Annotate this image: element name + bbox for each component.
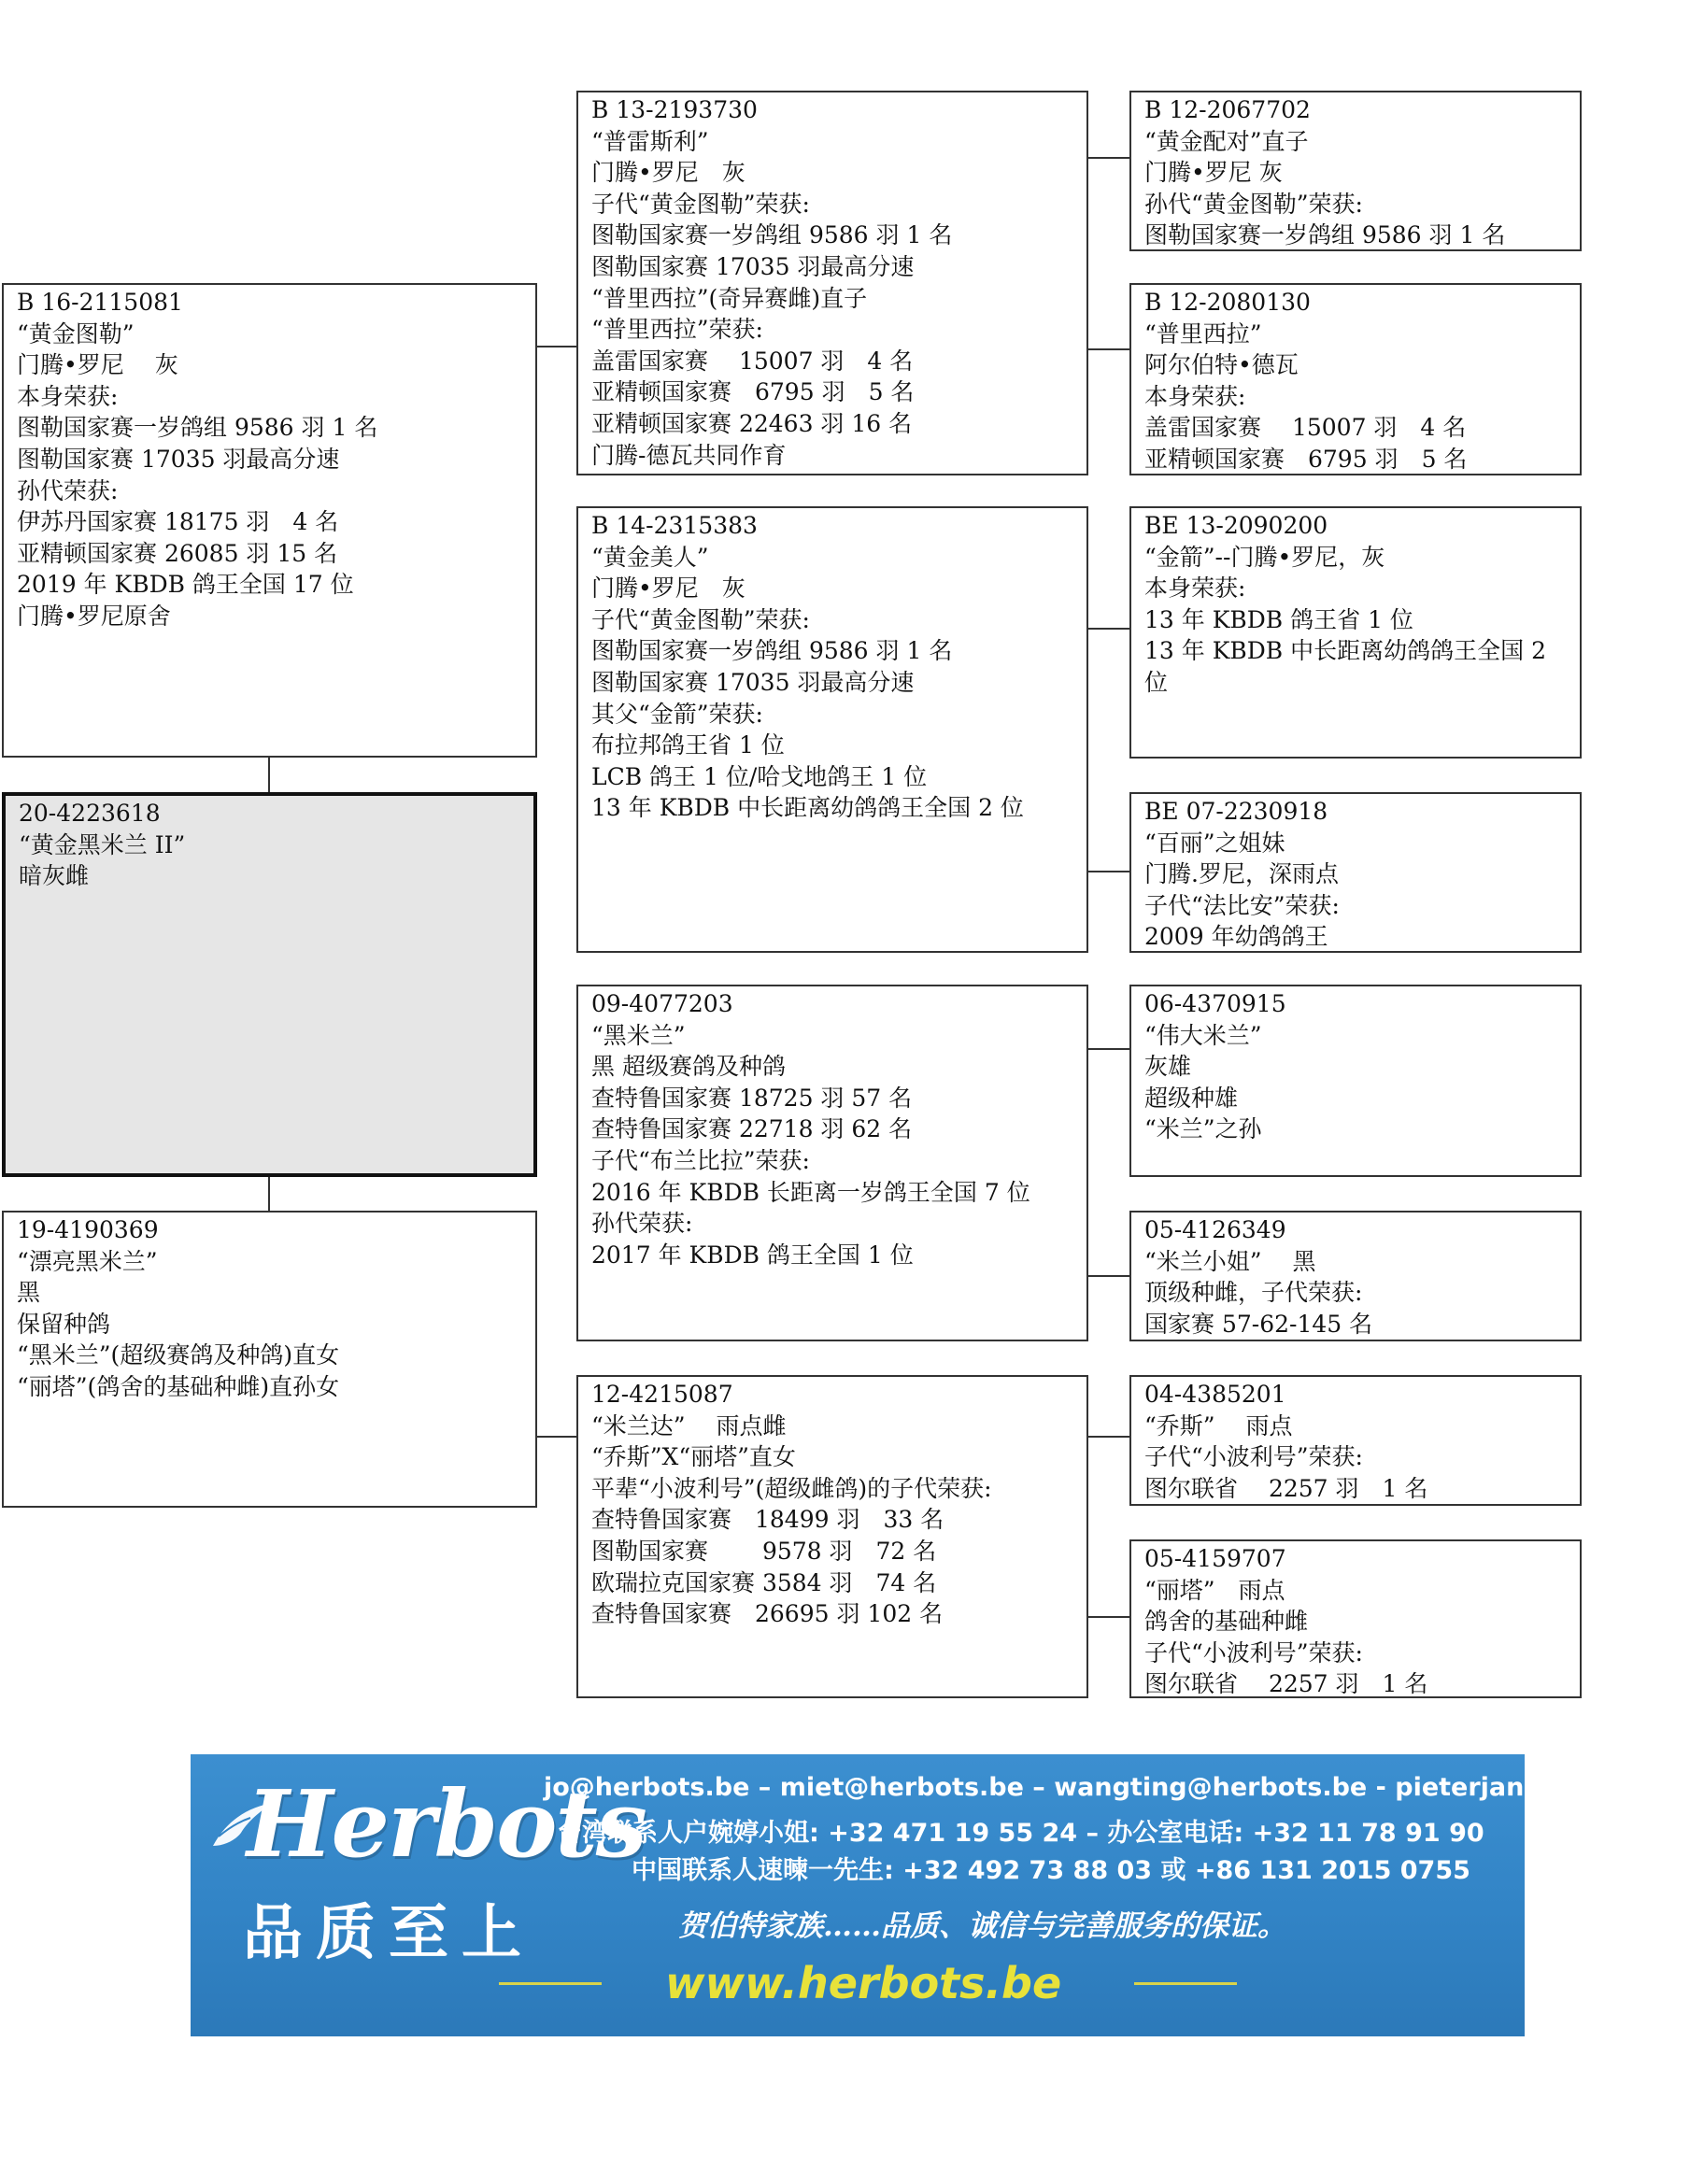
pedigree-line: 亚精顿国家赛 26085 羽 15 名 bbox=[17, 539, 338, 567]
pedigree-line: 13 年 KBDB 中长距离幼鸽鸽王全国 2 位 bbox=[591, 794, 1024, 822]
pedigree-line: 盖雷国家赛 15007 羽 4 名 bbox=[591, 347, 914, 375]
pedigree-line: 04-4385201 bbox=[1144, 1381, 1286, 1408]
ggp2-box bbox=[1129, 283, 1582, 475]
china-contact: 中国联系人速暕一先生: +32 492 73 88 03 或 +86 131 2015 0755 bbox=[632, 1856, 1470, 1885]
pedigree-line: “乔斯”X“丽塔”直女 bbox=[591, 1443, 796, 1471]
pedigree-line: 05-4159707 bbox=[1144, 1545, 1286, 1572]
pedigree-line: 孙代“黄金图勒”荣获: bbox=[1144, 190, 1363, 218]
ggp7-box bbox=[1129, 1375, 1582, 1506]
pedigree-line: 孙代荣获: bbox=[591, 1210, 693, 1238]
pedigree-line: “黑米兰”(超级赛鸽及种鸽)直女 bbox=[17, 1341, 340, 1369]
pedigree-line: 查特鲁国家赛 26695 羽 102 名 bbox=[591, 1600, 944, 1628]
pedigree-line: “漂亮黑米兰” bbox=[17, 1247, 158, 1275]
pedigree-line: 图勒国家赛一岁鸽组 9586 羽 1 名 bbox=[1144, 221, 1506, 249]
pedigree-line: “米兰”之孙 bbox=[1144, 1115, 1262, 1143]
pedigree-line: “米兰达” 雨点雌 bbox=[591, 1411, 787, 1439]
sire-dam-box bbox=[576, 506, 1088, 953]
pedigree-line: BE 07-2230918 bbox=[1144, 798, 1328, 825]
pedigree-line: 查特鲁国家赛 18499 羽 33 名 bbox=[591, 1506, 944, 1534]
connector-g2c bbox=[1088, 628, 1129, 630]
pedigree-line: 06-4370915 bbox=[1144, 990, 1286, 1017]
pedigree-line: 门腾•罗尼 灰 bbox=[591, 574, 746, 603]
pedigree-line: “百丽”之姐妹 bbox=[1144, 829, 1285, 857]
pedigree-line: 盖雷国家赛 15007 羽 4 名 bbox=[1144, 414, 1467, 442]
connector-g2b bbox=[1088, 348, 1129, 350]
pedigree-line: 门腾•罗尼 灰 bbox=[591, 159, 746, 187]
pedigree-line: 图勒国家赛一岁鸽组 9586 羽 1 名 bbox=[591, 637, 953, 665]
pedigree-line: “黄金图勒” bbox=[17, 319, 135, 347]
guarantee-text: 贺伯特家族……品质、诚信与完善服务的保证。 bbox=[678, 1909, 1286, 1943]
pedigree-line: “丽塔” 雨点 bbox=[1144, 1576, 1285, 1604]
pedigree-line: 图勒国家赛一岁鸽组 9586 羽 1 名 bbox=[591, 221, 953, 249]
pedigree-line: 子代“法比安”荣获: bbox=[1144, 891, 1340, 919]
pedigree-line: 05-4126349 bbox=[1144, 1216, 1286, 1243]
pedigree-line: 阿尔伯特•德瓦 bbox=[1144, 351, 1299, 379]
pedigree-line: “黄金美人” bbox=[591, 543, 709, 571]
pedigree-line: 布拉邦鸽王省 1 位 bbox=[591, 731, 785, 759]
pedigree-line: 欧瑞拉克国家赛 3584 羽 74 名 bbox=[591, 1568, 937, 1596]
pedigree-line: 顶级种雌，子代荣获: bbox=[1144, 1279, 1363, 1307]
pedigree-line: “黄金黑米兰 II” bbox=[19, 830, 186, 858]
pedigree-line: 亚精顿国家赛 6795 羽 5 名 bbox=[591, 378, 915, 406]
pedigree-line: “金箭”--门腾•罗尼，灰 bbox=[1144, 543, 1385, 571]
taiwan-contact: 台湾联系人户婉婷小姐: +32 471 19 55 24 – 办公室电话: +32 11 78 91 90 bbox=[557, 1819, 1484, 1848]
ggp3-box bbox=[1129, 506, 1582, 759]
pedigree-line: B 12-2067702 bbox=[1144, 96, 1311, 123]
pedigree-line: “普雷斯利” bbox=[591, 127, 709, 155]
ggp8-box bbox=[1129, 1539, 1582, 1698]
pedigree-line: 查特鲁国家赛 22718 羽 62 名 bbox=[591, 1115, 913, 1143]
pedigree-line: 鸽舍的基础种雌 bbox=[1144, 1608, 1309, 1636]
ggp1-box bbox=[1129, 91, 1582, 251]
pedigree-line: B 16-2115081 bbox=[17, 289, 183, 316]
connector-g2g bbox=[1088, 1436, 1129, 1438]
ggp4-box bbox=[1129, 792, 1582, 953]
connector-sire-subject bbox=[268, 758, 270, 792]
connector-subject-dam bbox=[268, 1177, 270, 1211]
pedigree-line: 本身荣获: bbox=[1144, 382, 1246, 410]
pedigree-line: B 12-2080130 bbox=[1144, 289, 1311, 316]
ggp5-box bbox=[1129, 985, 1582, 1177]
ggp6-box bbox=[1129, 1211, 1582, 1341]
pedigree-line: “普里西拉”(奇异赛雌)直子 bbox=[591, 284, 868, 312]
pedigree-line: 位 bbox=[1144, 668, 1169, 696]
pedigree-line: 13 年 KBDB 中长距离幼鸽鸽王全国 2 bbox=[1144, 637, 1546, 665]
pedigree-line: “黄金配对”直子 bbox=[1144, 127, 1309, 155]
slogan: 品质至上 bbox=[243, 1899, 534, 1968]
pedigree-line: 国家赛 57-62-145 名 bbox=[1144, 1310, 1373, 1338]
pedigree-line: 图尔联省 2257 羽 1 名 bbox=[1144, 1670, 1428, 1698]
pedigree-line: 2016 年 KBDB 长距离一岁鸽王全国 7 位 bbox=[591, 1178, 1030, 1206]
pedigree-line: 子代“小波利号”荣获: bbox=[1144, 1443, 1363, 1471]
pedigree-line: 子代“布兰比拉”荣获: bbox=[591, 1146, 810, 1174]
connector-g2a bbox=[1088, 157, 1129, 159]
connector-g2h bbox=[1088, 1616, 1129, 1618]
pedigree-line: “普里西拉” bbox=[1144, 319, 1262, 347]
pedigree-line: 门腾.罗尼，深雨点 bbox=[1144, 860, 1339, 888]
pedigree-line: BE 13-2090200 bbox=[1144, 512, 1328, 539]
pedigree-line: 黑 超级赛鸽及种鸽 bbox=[591, 1053, 786, 1081]
pedigree-line: 图勒国家赛 17035 羽最高分速 bbox=[591, 252, 915, 280]
pedigree-line: 图勒国家赛 17035 羽最高分速 bbox=[591, 668, 915, 696]
pedigree-line: 本身荣获: bbox=[1144, 574, 1246, 603]
pedigree-line: 门腾•罗尼 灰 bbox=[1144, 159, 1283, 187]
pedigree-line: 图勒国家赛 9578 羽 72 名 bbox=[591, 1537, 937, 1565]
pedigree-line: 2009 年幼鸽鸽王 bbox=[1144, 923, 1328, 951]
connector-g2f bbox=[1088, 1275, 1129, 1277]
pedigree-line: 子代“黄金图勒”荣获: bbox=[591, 605, 810, 633]
pedigree-line: 20-4223618 bbox=[19, 800, 161, 827]
pedigree-line: 09-4077203 bbox=[591, 990, 733, 1017]
pedigree-line: 图勒国家赛 17035 羽最高分速 bbox=[17, 445, 340, 473]
website-rule-left bbox=[499, 1982, 602, 1985]
herbots-logo: Herbots bbox=[247, 1771, 646, 1879]
website-link[interactable]: www.herbots.be bbox=[665, 1958, 1062, 2008]
pedigree-line: 子代“黄金图勒”荣获: bbox=[591, 190, 810, 218]
pedigree-line: “丽塔”(鸽舍的基础种雌)直孙女 bbox=[17, 1372, 340, 1400]
pedigree-line: 图勒国家赛一岁鸽组 9586 羽 1 名 bbox=[17, 414, 378, 442]
pedigree-line: 13 年 KBDB 鸽王省 1 位 bbox=[1144, 605, 1413, 633]
pedigree-line: 孙代荣获: bbox=[17, 476, 119, 504]
pedigree-line: 门腾-德瓦共同作育 bbox=[591, 441, 787, 469]
dam-sire-box bbox=[576, 985, 1088, 1341]
pedigree-line: 灰雄 bbox=[1144, 1053, 1192, 1081]
pedigree-line: 门腾•罗尼 灰 bbox=[17, 351, 178, 379]
pedigree-line: 门腾•罗尼原舍 bbox=[17, 602, 171, 630]
pedigree-line: 伊苏丹国家赛 18175 羽 4 名 bbox=[17, 508, 339, 536]
pedigree-line: 12-4215087 bbox=[591, 1381, 733, 1408]
pedigree-line: 子代“小波利号”荣获: bbox=[1144, 1638, 1363, 1666]
dam-box bbox=[2, 1211, 537, 1508]
pedigree-line: LCB 鸽王 1 位/哈戈地鸽王 1 位 bbox=[591, 762, 928, 790]
pedigree-line: “普里西拉”荣获: bbox=[591, 316, 763, 344]
pedigree-line: 平辈“小波利号”(超级雌鸽)的子代荣获: bbox=[591, 1474, 992, 1502]
pedigree-line: 19-4190369 bbox=[17, 1216, 159, 1243]
contact-emails[interactable]: jo@herbots.be – miet@herbots.be – wangting@herbots.be - pieterjan@herbots.be bbox=[544, 1773, 1704, 1802]
connector-g2e bbox=[1088, 1048, 1129, 1050]
pedigree-line: “乔斯” 雨点 bbox=[1144, 1411, 1293, 1439]
pedigree-line: 查特鲁国家赛 18725 羽 57 名 bbox=[591, 1084, 913, 1112]
pedigree-line: 亚精顿国家赛 22463 羽 16 名 bbox=[591, 409, 913, 437]
pedigree-line: 亚精顿国家赛 6795 羽 5 名 bbox=[1144, 445, 1468, 473]
pedigree-line: “伟大米兰” bbox=[1144, 1021, 1262, 1049]
sire-sire-box bbox=[576, 91, 1088, 475]
pedigree-line: 黑 bbox=[17, 1279, 41, 1307]
pedigree-line: B 13-2193730 bbox=[591, 96, 758, 123]
pedigree-line: 暗灰雌 bbox=[19, 862, 90, 890]
pedigree-line: “黑米兰” bbox=[591, 1021, 686, 1049]
pedigree-line: 2017 年 KBDB 鸽王全国 1 位 bbox=[591, 1241, 914, 1269]
herbots-banner bbox=[191, 1754, 1704, 2036]
pedigree-line: 本身荣获: bbox=[17, 382, 119, 410]
connector-g2d bbox=[1088, 871, 1129, 872]
pedigree-line: 超级种雄 bbox=[1144, 1084, 1239, 1112]
pedigree-line: “米兰小姐” 黑 bbox=[1144, 1247, 1316, 1275]
connector-sire-up bbox=[537, 346, 576, 347]
sire-box bbox=[2, 283, 537, 758]
connector-dam-up bbox=[537, 1436, 576, 1438]
subject-box bbox=[2, 792, 537, 1177]
pedigree-line: B 14-2315383 bbox=[591, 512, 758, 539]
pedigree-line: 保留种鸽 bbox=[17, 1310, 111, 1338]
pedigree-line: 2019 年 KBDB 鸽王全国 17 位 bbox=[17, 571, 354, 599]
dam-dam-box bbox=[576, 1375, 1088, 1698]
pedigree-line: 其父“金箭”荣获: bbox=[591, 700, 763, 728]
pedigree-line: 图尔联省 2257 羽 1 名 bbox=[1144, 1474, 1428, 1502]
website-rule-right bbox=[1134, 1982, 1237, 1985]
